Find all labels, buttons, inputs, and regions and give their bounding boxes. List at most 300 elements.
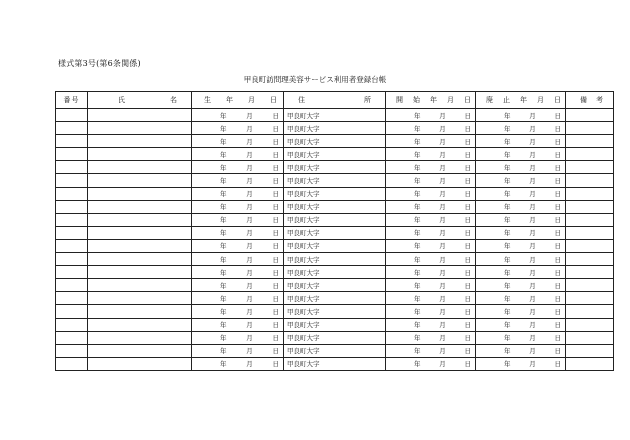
birthdate-cell[interactable] — [192, 357, 284, 370]
table-row — [56, 305, 614, 318]
birthdate-cell[interactable] — [192, 174, 284, 187]
birthdate-cell[interactable] — [192, 200, 284, 213]
name-cell[interactable] — [88, 161, 192, 174]
month-label: 月 — [246, 216, 253, 225]
end-date-cell[interactable] — [476, 305, 566, 318]
notes-cell[interactable] — [566, 200, 614, 213]
birthdate-cell[interactable] — [192, 331, 284, 344]
notes-cell[interactable] — [566, 187, 614, 200]
number-cell[interactable] — [56, 239, 88, 252]
table-header-row — [56, 92, 614, 109]
number-cell[interactable] — [56, 226, 88, 239]
day-label: 日 — [554, 307, 561, 316]
notes-cell[interactable] — [566, 344, 614, 357]
start-date-cell[interactable] — [386, 305, 476, 318]
day-label: 日 — [464, 124, 471, 133]
start-date-cell[interactable] — [386, 135, 476, 148]
table-row — [56, 122, 614, 135]
start-date-cell[interactable] — [386, 122, 476, 135]
end-date-cell[interactable] — [476, 213, 566, 226]
notes-cell[interactable] — [566, 253, 614, 266]
name-cell[interactable] — [88, 135, 192, 148]
address-prefix: 甲良町大字 — [287, 163, 320, 172]
table-row — [56, 226, 614, 239]
year-label: 年 — [220, 347, 227, 356]
day-label: 日 — [464, 268, 471, 277]
year-label: 年 — [220, 321, 227, 330]
month-label: 月 — [529, 137, 536, 146]
birthdate-cell[interactable] — [192, 253, 284, 266]
name-cell[interactable] — [88, 148, 192, 161]
start-date-cell[interactable] — [386, 213, 476, 226]
year-label: 年 — [414, 203, 421, 212]
header-name: 氏 名 — [88, 92, 192, 109]
day-label: 日 — [464, 190, 471, 199]
address-cell[interactable] — [284, 357, 386, 370]
end-date-cell[interactable] — [476, 135, 566, 148]
month-label: 月 — [439, 334, 446, 343]
year-label: 年 — [220, 307, 227, 316]
number-cell[interactable] — [56, 174, 88, 187]
day-label: 日 — [554, 190, 561, 199]
birthdate-cell[interactable] — [192, 266, 284, 279]
address-cell[interactable] — [284, 318, 386, 331]
name-cell[interactable] — [88, 357, 192, 370]
year-label: 年 — [504, 150, 511, 159]
start-date-cell[interactable] — [386, 148, 476, 161]
day-label: 日 — [272, 163, 279, 172]
end-date-cell[interactable] — [476, 239, 566, 252]
name-cell[interactable] — [88, 239, 192, 252]
end-date-cell[interactable] — [476, 253, 566, 266]
notes-cell[interactable] — [566, 331, 614, 344]
header-address: 住 所 — [284, 92, 386, 109]
year-label: 年 — [504, 124, 511, 133]
birthdate-cell[interactable] — [192, 122, 284, 135]
address-cell[interactable] — [284, 161, 386, 174]
header-birthdate: 生 年 月 日 — [192, 92, 284, 109]
table-row — [56, 266, 614, 279]
address-cell[interactable] — [284, 292, 386, 305]
address-prefix: 甲良町大字 — [287, 190, 320, 199]
end-date-cell[interactable] — [476, 148, 566, 161]
address-prefix: 甲良町大字 — [287, 307, 320, 316]
month-label: 月 — [529, 281, 536, 290]
year-label: 年 — [414, 177, 421, 186]
day-label: 日 — [464, 347, 471, 356]
start-date-cell[interactable] — [386, 357, 476, 370]
day-label: 日 — [272, 137, 279, 146]
year-label: 年 — [414, 124, 421, 133]
month-label: 月 — [529, 150, 536, 159]
address-prefix: 甲良町大字 — [287, 255, 320, 264]
day-label: 日 — [272, 334, 279, 343]
number-cell[interactable] — [56, 200, 88, 213]
number-cell[interactable] — [56, 292, 88, 305]
month-label: 月 — [439, 203, 446, 212]
address-prefix: 甲良町大字 — [287, 124, 320, 133]
day-label: 日 — [554, 229, 561, 238]
address-prefix: 甲良町大字 — [287, 111, 320, 120]
name-cell[interactable] — [88, 200, 192, 213]
year-label: 年 — [220, 216, 227, 225]
month-label: 月 — [439, 321, 446, 330]
table-row — [56, 135, 614, 148]
year-label: 年 — [220, 150, 227, 159]
address-prefix: 甲良町大字 — [287, 294, 320, 303]
end-date-cell[interactable] — [476, 161, 566, 174]
year-label: 年 — [414, 360, 421, 369]
number-cell[interactable] — [56, 318, 88, 331]
name-cell[interactable] — [88, 187, 192, 200]
year-label: 年 — [504, 294, 511, 303]
month-label: 月 — [439, 307, 446, 316]
address-cell[interactable] — [284, 239, 386, 252]
start-date-cell[interactable] — [386, 226, 476, 239]
birthdate-cell[interactable] — [192, 226, 284, 239]
name-cell[interactable] — [88, 344, 192, 357]
year-label: 年 — [220, 124, 227, 133]
number-cell[interactable] — [56, 187, 88, 200]
table-row — [56, 239, 614, 252]
notes-cell[interactable] — [566, 239, 614, 252]
start-date-cell[interactable] — [386, 344, 476, 357]
month-label: 月 — [439, 177, 446, 186]
year-label: 年 — [220, 137, 227, 146]
start-date-cell[interactable] — [386, 239, 476, 252]
month-label: 月 — [246, 255, 253, 264]
month-label: 月 — [246, 321, 253, 330]
name-cell[interactable] — [88, 253, 192, 266]
name-cell[interactable] — [88, 213, 192, 226]
month-label: 月 — [529, 163, 536, 172]
start-date-cell[interactable] — [386, 161, 476, 174]
name-cell[interactable] — [88, 266, 192, 279]
birthdate-cell[interactable] — [192, 344, 284, 357]
address-cell[interactable] — [284, 200, 386, 213]
day-label: 日 — [554, 268, 561, 277]
day-label: 日 — [464, 137, 471, 146]
table-row — [56, 174, 614, 187]
year-label: 年 — [414, 216, 421, 225]
birthdate-cell[interactable] — [192, 305, 284, 318]
month-label: 月 — [439, 124, 446, 133]
start-date-cell[interactable] — [386, 266, 476, 279]
table-row — [56, 187, 614, 200]
day-label: 日 — [464, 360, 471, 369]
year-label: 年 — [414, 190, 421, 199]
address-cell[interactable] — [284, 253, 386, 266]
start-date-cell[interactable] — [386, 292, 476, 305]
year-label: 年 — [504, 111, 511, 120]
day-label: 日 — [464, 294, 471, 303]
number-cell[interactable] — [56, 344, 88, 357]
notes-cell[interactable] — [566, 161, 614, 174]
year-label: 年 — [414, 281, 421, 290]
day-label: 日 — [272, 229, 279, 238]
notes-cell[interactable] — [566, 174, 614, 187]
month-label: 月 — [246, 150, 253, 159]
notes-cell[interactable] — [566, 305, 614, 318]
day-label: 日 — [554, 124, 561, 133]
birthdate-cell[interactable] — [192, 239, 284, 252]
month-label: 月 — [246, 124, 253, 133]
notes-cell[interactable] — [566, 109, 614, 122]
end-date-cell[interactable] — [476, 266, 566, 279]
address-prefix: 甲良町大字 — [287, 177, 320, 186]
day-label: 日 — [464, 242, 471, 251]
year-label: 年 — [220, 190, 227, 199]
year-label: 年 — [414, 229, 421, 238]
month-label: 月 — [529, 216, 536, 225]
year-label: 年 — [414, 307, 421, 316]
table-row — [56, 109, 614, 122]
name-cell[interactable] — [88, 292, 192, 305]
address-prefix: 甲良町大字 — [287, 268, 320, 277]
month-label: 月 — [529, 229, 536, 238]
end-date-cell[interactable] — [476, 187, 566, 200]
day-label: 日 — [272, 111, 279, 120]
month-label: 月 — [439, 216, 446, 225]
day-label: 日 — [272, 216, 279, 225]
notes-cell[interactable] — [566, 292, 614, 305]
address-prefix: 甲良町大字 — [287, 229, 320, 238]
address-cell[interactable] — [284, 122, 386, 135]
day-label: 日 — [554, 163, 561, 172]
day-label: 日 — [272, 255, 279, 264]
start-date-cell[interactable] — [386, 200, 476, 213]
day-label: 日 — [554, 203, 561, 212]
number-cell[interactable] — [56, 135, 88, 148]
day-label: 日 — [464, 281, 471, 290]
day-label: 日 — [464, 321, 471, 330]
day-label: 日 — [272, 190, 279, 199]
year-label: 年 — [220, 111, 227, 120]
day-label: 日 — [464, 229, 471, 238]
year-label: 年 — [220, 268, 227, 277]
number-cell[interactable] — [56, 305, 88, 318]
start-date-cell[interactable] — [386, 109, 476, 122]
year-label: 年 — [220, 360, 227, 369]
birthdate-cell[interactable] — [192, 292, 284, 305]
birthdate-cell[interactable] — [192, 109, 284, 122]
year-label: 年 — [504, 268, 511, 277]
number-cell[interactable] — [56, 213, 88, 226]
birthdate-cell[interactable] — [192, 213, 284, 226]
birthdate-cell[interactable] — [192, 279, 284, 292]
birthdate-cell[interactable] — [192, 135, 284, 148]
day-label: 日 — [464, 307, 471, 316]
address-cell[interactable] — [284, 344, 386, 357]
address-cell[interactable] — [284, 135, 386, 148]
year-label: 年 — [414, 111, 421, 120]
address-cell[interactable] — [284, 174, 386, 187]
start-date-cell[interactable] — [386, 187, 476, 200]
birthdate-cell[interactable] — [192, 187, 284, 200]
month-label: 月 — [439, 229, 446, 238]
day-label: 日 — [272, 360, 279, 369]
month-label: 月 — [246, 347, 253, 356]
year-label: 年 — [504, 177, 511, 186]
start-date-cell[interactable] — [386, 253, 476, 266]
month-label: 月 — [246, 177, 253, 186]
address-cell[interactable] — [284, 213, 386, 226]
year-label: 年 — [220, 229, 227, 238]
number-cell[interactable] — [56, 357, 88, 370]
address-prefix: 甲良町大字 — [287, 216, 320, 225]
day-label: 日 — [554, 347, 561, 356]
month-label: 月 — [529, 203, 536, 212]
day-label: 日 — [272, 281, 279, 290]
year-label: 年 — [504, 216, 511, 225]
table-row — [56, 200, 614, 213]
month-label: 月 — [439, 242, 446, 251]
month-label: 月 — [246, 281, 253, 290]
year-label: 年 — [220, 255, 227, 264]
day-label: 日 — [272, 150, 279, 159]
month-label: 月 — [439, 294, 446, 303]
month-label: 月 — [439, 347, 446, 356]
day-label: 日 — [272, 177, 279, 186]
day-label: 日 — [464, 163, 471, 172]
name-cell[interactable] — [88, 305, 192, 318]
month-label: 月 — [529, 242, 536, 251]
start-date-cell[interactable] — [386, 279, 476, 292]
name-cell[interactable] — [88, 226, 192, 239]
notes-cell[interactable] — [566, 318, 614, 331]
table-row — [56, 318, 614, 331]
table-row — [56, 344, 614, 357]
end-date-cell[interactable] — [476, 122, 566, 135]
name-cell[interactable] — [88, 279, 192, 292]
name-cell[interactable] — [88, 109, 192, 122]
table-row — [56, 253, 614, 266]
start-date-cell[interactable] — [386, 331, 476, 344]
year-label: 年 — [220, 334, 227, 343]
month-label: 月 — [246, 307, 253, 316]
number-cell[interactable] — [56, 122, 88, 135]
year-label: 年 — [220, 281, 227, 290]
document-title: 甲良町訪問理美容サービス利用者登録台帳 — [243, 75, 387, 84]
day-label: 日 — [554, 150, 561, 159]
birthdate-cell[interactable] — [192, 148, 284, 161]
year-label: 年 — [504, 242, 511, 251]
number-cell[interactable] — [56, 161, 88, 174]
address-cell[interactable] — [284, 226, 386, 239]
number-cell[interactable] — [56, 109, 88, 122]
header-notes: 備 考 — [566, 92, 614, 109]
address-prefix: 甲良町大字 — [287, 347, 320, 356]
month-label: 月 — [529, 111, 536, 120]
address-prefix: 甲良町大字 — [287, 360, 320, 369]
notes-cell[interactable] — [566, 213, 614, 226]
table-row — [56, 213, 614, 226]
notes-cell[interactable] — [566, 266, 614, 279]
address-prefix: 甲良町大字 — [287, 242, 320, 251]
notes-cell[interactable] — [566, 148, 614, 161]
day-label: 日 — [554, 255, 561, 264]
end-date-cell[interactable] — [476, 279, 566, 292]
name-cell[interactable] — [88, 331, 192, 344]
day-label: 日 — [554, 216, 561, 225]
end-date-cell[interactable] — [476, 331, 566, 344]
number-cell[interactable] — [56, 279, 88, 292]
end-date-cell[interactable] — [476, 318, 566, 331]
month-label: 月 — [439, 137, 446, 146]
address-cell[interactable] — [284, 305, 386, 318]
address-cell[interactable] — [284, 331, 386, 344]
address-cell[interactable] — [284, 187, 386, 200]
day-label: 日 — [272, 321, 279, 330]
name-cell[interactable] — [88, 174, 192, 187]
end-date-cell[interactable] — [476, 174, 566, 187]
start-date-cell[interactable] — [386, 318, 476, 331]
end-date-cell[interactable] — [476, 226, 566, 239]
number-cell[interactable] — [56, 253, 88, 266]
address-prefix: 甲良町大字 — [287, 137, 320, 146]
day-label: 日 — [272, 203, 279, 212]
year-label: 年 — [414, 268, 421, 277]
day-label: 日 — [272, 307, 279, 316]
end-date-cell[interactable] — [476, 292, 566, 305]
notes-cell[interactable] — [566, 279, 614, 292]
end-date-cell[interactable] — [476, 344, 566, 357]
header-start-date: 開 始 年 月 日 — [386, 92, 476, 109]
start-date-cell[interactable] — [386, 174, 476, 187]
day-label: 日 — [554, 334, 561, 343]
name-cell[interactable] — [88, 318, 192, 331]
year-label: 年 — [504, 163, 511, 172]
month-label: 月 — [529, 321, 536, 330]
notes-cell[interactable] — [566, 357, 614, 370]
address-cell[interactable] — [284, 148, 386, 161]
year-label: 年 — [504, 203, 511, 212]
number-cell[interactable] — [56, 266, 88, 279]
birthdate-cell[interactable] — [192, 318, 284, 331]
day-label: 日 — [272, 268, 279, 277]
month-label: 月 — [439, 111, 446, 120]
month-label: 月 — [246, 294, 253, 303]
number-cell[interactable] — [56, 148, 88, 161]
address-cell[interactable] — [284, 266, 386, 279]
year-label: 年 — [414, 242, 421, 251]
day-label: 日 — [464, 334, 471, 343]
number-cell[interactable] — [56, 331, 88, 344]
month-label: 月 — [246, 137, 253, 146]
name-cell[interactable] — [88, 122, 192, 135]
end-date-cell[interactable] — [476, 109, 566, 122]
year-label: 年 — [414, 255, 421, 264]
day-label: 日 — [554, 281, 561, 290]
day-label: 日 — [554, 294, 561, 303]
notes-cell[interactable] — [566, 226, 614, 239]
end-date-cell[interactable] — [476, 357, 566, 370]
year-label: 年 — [414, 347, 421, 356]
month-label: 月 — [246, 190, 253, 199]
year-label: 年 — [504, 190, 511, 199]
notes-cell[interactable] — [566, 122, 614, 135]
address-prefix: 甲良町大字 — [287, 203, 320, 212]
end-date-cell[interactable] — [476, 200, 566, 213]
address-cell[interactable] — [284, 109, 386, 122]
birthdate-cell[interactable] — [192, 161, 284, 174]
year-label: 年 — [220, 163, 227, 172]
month-label: 月 — [246, 242, 253, 251]
notes-cell[interactable] — [566, 135, 614, 148]
day-label: 日 — [272, 294, 279, 303]
address-cell[interactable] — [284, 279, 386, 292]
day-label: 日 — [272, 124, 279, 133]
